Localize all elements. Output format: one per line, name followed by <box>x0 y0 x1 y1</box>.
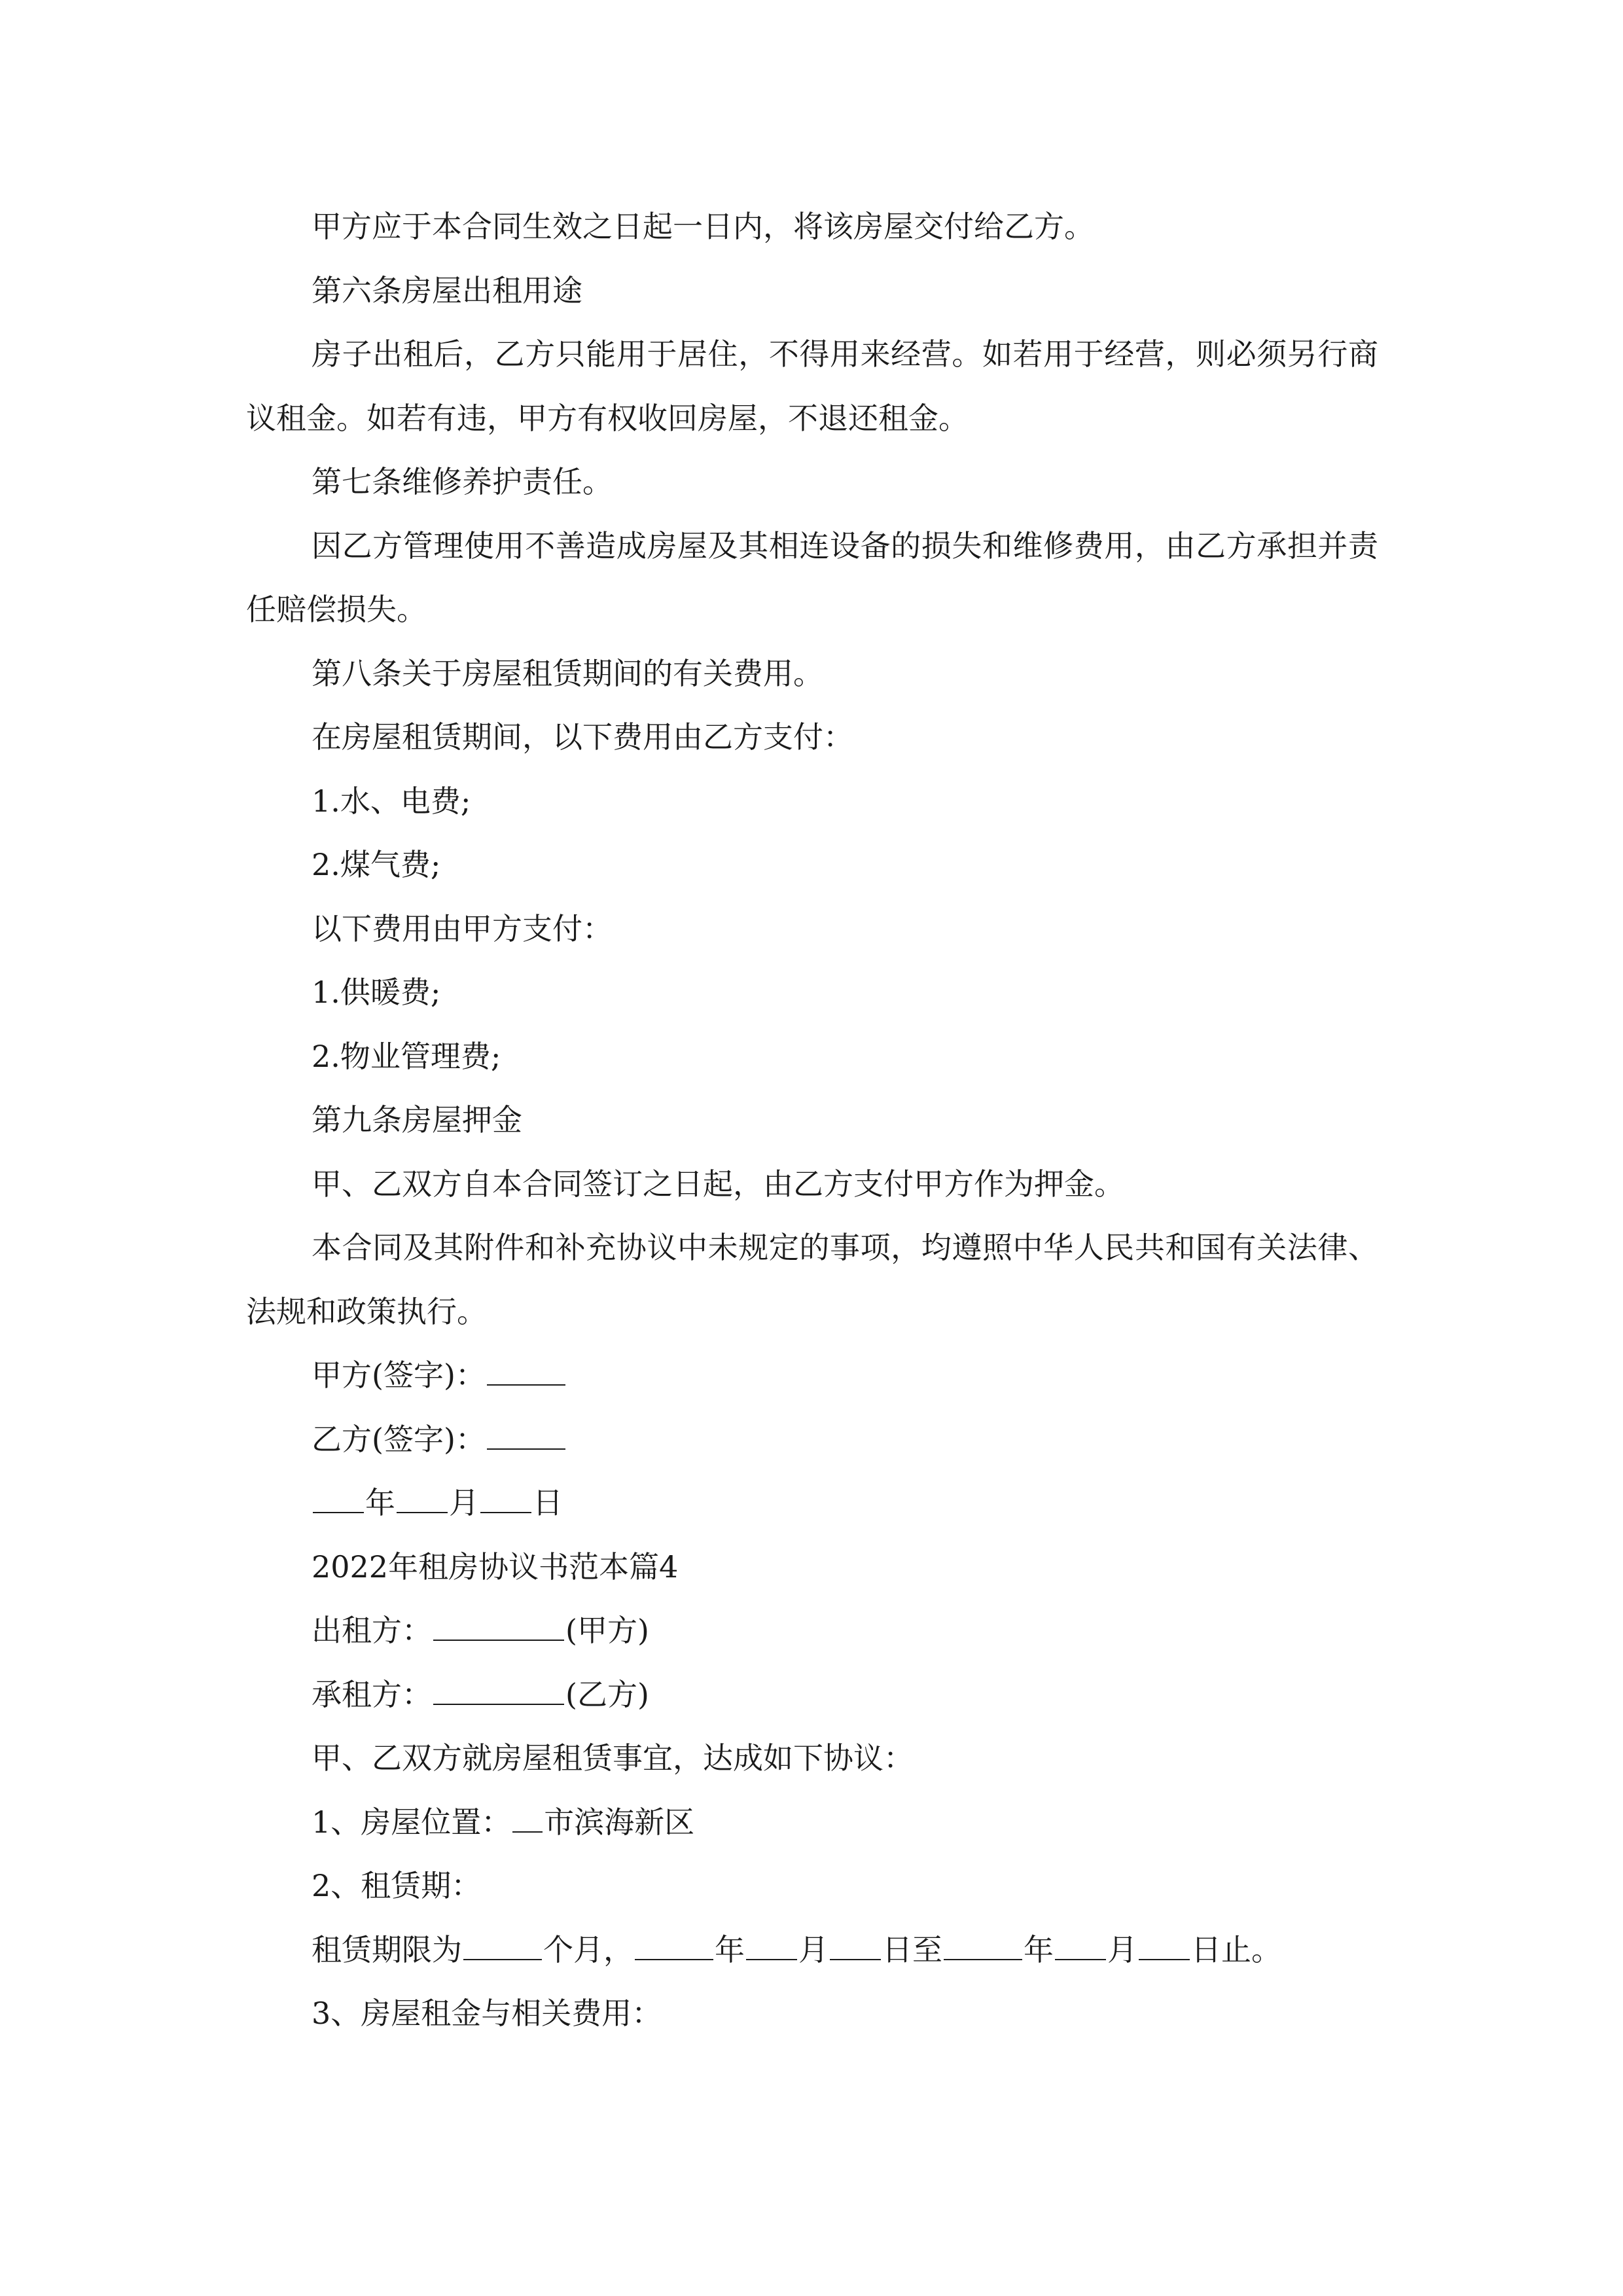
location-label: 1、房屋位置： <box>312 1804 512 1840</box>
list-item: 1.水、电费; <box>312 783 471 819</box>
party-a-signature-line <box>246 1344 1378 1408</box>
paragraph: 以下费用由甲方支付： <box>312 910 613 946</box>
end-day-label: 日止。 <box>1191 1931 1281 1967</box>
start-day-label: 日至 <box>882 1931 942 1967</box>
lessee-name-blank[interactable] <box>433 1704 564 1705</box>
party-b-signature-blank[interactable] <box>487 1448 565 1450</box>
article-heading: 第八条关于房屋租赁期间的有关费用。 <box>312 655 823 691</box>
term-heading: 2、租赁期： <box>312 1868 482 1903</box>
lessee-label: 承租方： <box>312 1676 432 1712</box>
list-item: 2.煤气费; <box>312 847 441 882</box>
end-month-blank[interactable] <box>1055 1959 1106 1960</box>
end-year-label: 年 <box>1024 1931 1054 1967</box>
end-year-blank[interactable] <box>944 1959 1022 1960</box>
start-month-blank[interactable] <box>746 1959 797 1960</box>
article-heading: 第六条房屋出租用途 <box>312 272 582 308</box>
list-item: 1.供暖费; <box>312 975 441 1010</box>
article-heading: 第九条房屋押金 <box>312 1102 522 1138</box>
start-year-label: 年 <box>715 1931 745 1967</box>
party-a-signature-blank[interactable] <box>487 1384 565 1386</box>
term-prefix: 租赁期限为 <box>312 1931 462 1967</box>
section-title: 2022年租房协议书范本篇4 <box>312 1549 679 1585</box>
date-month-label: 月 <box>449 1485 479 1520</box>
date-month-blank[interactable] <box>397 1512 448 1513</box>
list-item: 2.物业管理费; <box>312 1038 501 1074</box>
paragraph: 因乙方管理使用不善造成房屋及其相连设备的损失和维修费用，由乙方承担并责任赔偿损失。 <box>246 528 1378 627</box>
term-line <box>246 1918 1378 1982</box>
end-day-blank[interactable] <box>1139 1959 1190 1960</box>
agreement-intro: 甲、乙双方就房屋租赁事宜，达成如下协议： <box>312 1740 914 1776</box>
party-b-signature-line <box>246 1408 1378 1472</box>
party-a-signature-label: 甲方(签字)： <box>312 1357 486 1393</box>
lessor-role: (甲方) <box>565 1613 649 1648</box>
term-months-blank[interactable] <box>463 1959 542 1960</box>
paragraph: 甲、乙双方自本合同签订之日起，由乙方支付甲方作为押金。 <box>312 1166 1124 1202</box>
article-heading: 第七条维修养护责任。 <box>312 464 613 499</box>
start-year-blank[interactable] <box>635 1959 713 1960</box>
location-line <box>246 1791 1378 1855</box>
paragraph: 房子出租后，乙方只能用于居住，不得用来经营。如若用于经营，则必须另行商议租金。如若有违，甲方有权收回房屋，不退还租金。 <box>246 336 1378 436</box>
start-day-blank[interactable] <box>830 1959 881 1960</box>
party-b-signature-label: 乙方(签字)： <box>312 1421 486 1457</box>
end-month-label: 月 <box>1107 1931 1137 1967</box>
start-month-label: 月 <box>798 1931 829 1967</box>
date-day-blank[interactable] <box>480 1512 531 1513</box>
location-value: 市滨海新区 <box>544 1804 695 1840</box>
signature-date-line <box>246 1471 1378 1535</box>
lessee-line <box>246 1663 1378 1727</box>
location-city-blank[interactable] <box>512 1831 543 1833</box>
paragraph: 本合同及其附件和补充协议中未规定的事项，均遵照中华人民共和国有关法律、法规和政策执行。 <box>246 1230 1378 1329</box>
rent-heading: 3、房屋租金与相关费用： <box>312 1996 662 2031</box>
date-year-label: 年 <box>365 1485 395 1520</box>
paragraph: 甲方应于本合同生效之日起一日内，将该房屋交付给乙方。 <box>312 209 1094 244</box>
paragraph: 在房屋租赁期间，以下费用由乙方支付： <box>312 719 853 755</box>
date-day-label: 日 <box>533 1485 563 1520</box>
lessor-label: 出租方： <box>312 1613 432 1648</box>
document-body <box>246 195 1378 2046</box>
date-year-blank[interactable] <box>313 1512 364 1513</box>
lessor-line <box>246 1599 1378 1663</box>
lessor-name-blank[interactable] <box>433 1640 564 1641</box>
term-month-unit: 个月， <box>543 1931 633 1967</box>
lessee-role: (乙方) <box>565 1676 649 1712</box>
